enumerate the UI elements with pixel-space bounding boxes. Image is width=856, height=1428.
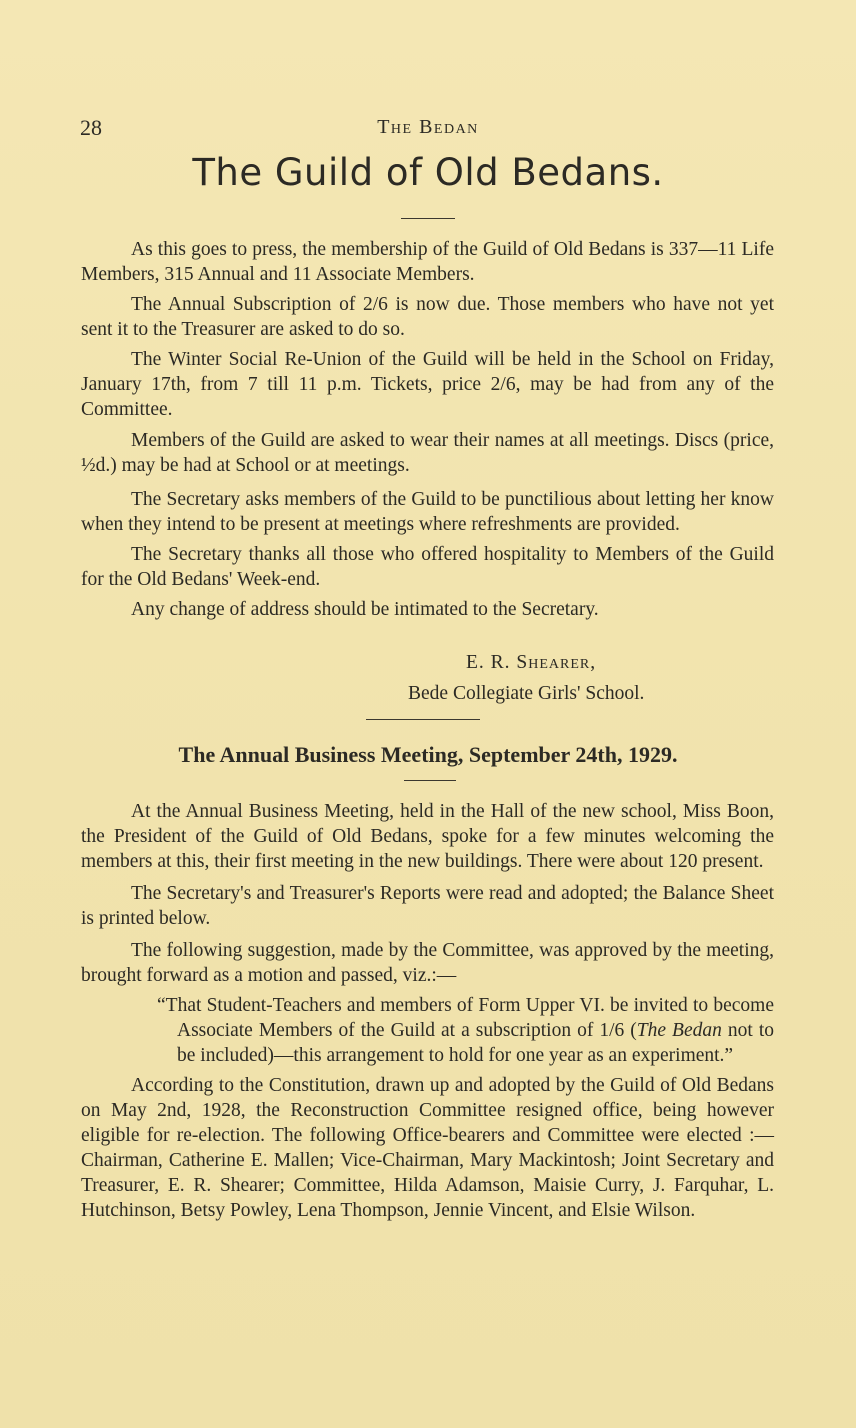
notice-address-change: Any change of address should be intimated to the Secretary. <box>131 599 599 620</box>
title-rule <box>401 218 455 219</box>
section-title-rule <box>404 780 456 781</box>
notice-hospitality: The Secretary thanks all those who offered hospitality to Members of the Guild for the Old Bedans' Week-end. <box>81 544 774 590</box>
running-head: The Bedan <box>377 116 479 138</box>
signature-name: E. R. Shearer, <box>466 652 597 673</box>
guild-notices <box>81 237 774 622</box>
notice-refreshments: The Secretary asks members of the Guild to be punctilious about letting her know when they intend to be present at meetings where refreshments are provided. <box>81 489 774 535</box>
notice-membership: As this goes to press, the membership of the Guild of Old Bedans is 337—11 Life Members, 315 Annual and 11 Associate Members. <box>81 239 774 285</box>
page-title: The Guild of Old Bedans. <box>192 151 664 194</box>
motion-quote-text: “That Student-Teachers and members of Form Upper VI. be invited to become Associate Members of the Guild at a subscription of 1/6 ( <box>157 995 774 1041</box>
meeting-suggestion: The following suggestion, made by the Committee, was approved by the meeting, brought forward as a motion and passed, viz.:— <box>81 940 774 986</box>
meeting-elections: According to the Constitution, drawn up and adopted by the Guild of Old Bedans on May 2nd, 1928, the Reconstruction Committee resigned office, being however eligible for re-election. The following Office-bearers and Committee were elected :—Chairman, Catherine E. Mallen; Vice-Chairman, Mary Mackintosh; Joint Secretary and Treasurer, E. R. Shearer; Committee, Hilda Adamson, Maisie Curry, J. Farquhar, L. Hutchinson, Betsy Powley, Lena Thompson, Jennie Vincent, and Elsie Wilson. <box>81 1075 774 1221</box>
section-title: The Annual Business Meeting, September 24th, 1929. <box>178 742 678 767</box>
signature-affiliation: Bede Collegiate Girls' School. <box>408 683 645 704</box>
meeting-report <box>81 799 774 1223</box>
motion-quote-text-end: not to be included)—this arrangement to hold for one year as an experiment.” <box>177 1020 775 1066</box>
notice-subscription: The Annual Subscription of 2/6 is now due. Those members who have not yet sent it to the Treasurer are asked to do so. <box>81 294 774 340</box>
meeting-opening: At the Annual Business Meeting, held in the Hall of the new school, Miss Boon, the President of the Guild of Old Bedans, spoke for a few minutes welcoming the members at this, their first meeting in the new buildings. There were about 120 present. <box>81 801 774 872</box>
page-number: 28 <box>80 115 102 140</box>
motion-quote <box>81 993 774 1068</box>
motion-quote-italic: The Bedan <box>636 1020 722 1041</box>
notice-name-discs: Members of the Guild are asked to wear their names at all meetings. Discs (price, ½d.) may be had at School or at meetings. <box>81 430 774 476</box>
meeting-reports: The Secretary's and Treasurer's Reports were read and adopted; the Balance Sheet is printed below. <box>81 883 774 929</box>
notice-winter-social: The Winter Social Re-Union of the Guild will be held in the School on Friday, January 17th, from 7 till 11 p.m. Tickets, price 2/6, may be had from any of the Committee. <box>81 349 774 420</box>
section-divider-rule <box>366 719 480 720</box>
